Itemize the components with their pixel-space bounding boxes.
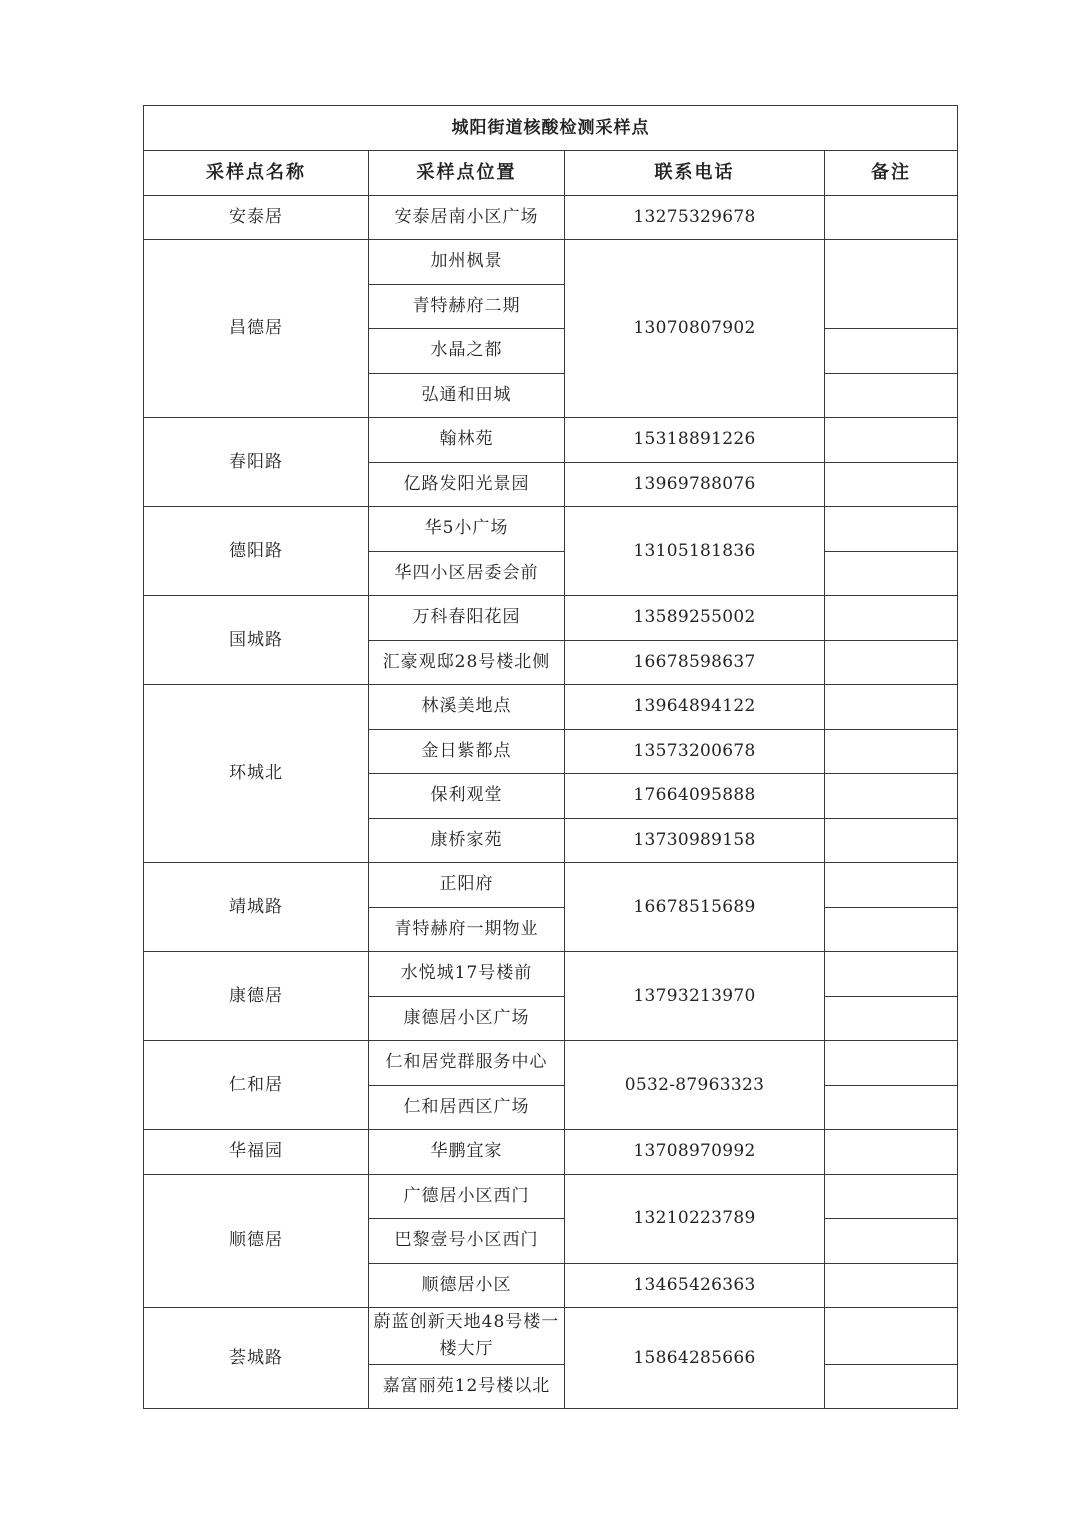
site-name-cell: 环城北 bbox=[144, 685, 369, 863]
phone-cell: 13730989158 bbox=[565, 818, 825, 863]
location-cell: 康德居小区广场 bbox=[369, 996, 565, 1041]
phone-cell: 15864285666 bbox=[565, 1308, 825, 1409]
location-cell: 翰林苑 bbox=[369, 418, 565, 463]
phone-cell: 13275329678 bbox=[565, 195, 825, 240]
site-name-cell: 荟城路 bbox=[144, 1308, 369, 1409]
header-name: 采样点名称 bbox=[144, 151, 369, 196]
sampling-points-table bbox=[143, 105, 958, 1409]
phone-cell: 17664095888 bbox=[565, 774, 825, 819]
remark-cell bbox=[825, 863, 958, 908]
phone-cell: 0532-87963323 bbox=[565, 1041, 825, 1130]
site-name-cell: 仁和居 bbox=[144, 1041, 369, 1130]
phone-cell: 16678515689 bbox=[565, 863, 825, 952]
remark-cell bbox=[825, 996, 958, 1041]
site-name-cell: 康德居 bbox=[144, 952, 369, 1041]
table-title: 城阳街道核酸检测采样点 bbox=[144, 106, 958, 151]
remark-cell bbox=[825, 551, 958, 596]
table-row bbox=[144, 1308, 958, 1365]
phone-cell: 13589255002 bbox=[565, 596, 825, 641]
phone-cell: 13793213970 bbox=[565, 952, 825, 1041]
site-name-cell: 安泰居 bbox=[144, 195, 369, 240]
remark-cell bbox=[825, 729, 958, 774]
location-cell: 蔚蓝创新天地48号楼一楼大厅 bbox=[369, 1308, 565, 1365]
location-cell: 万科春阳花园 bbox=[369, 596, 565, 641]
header-location: 采样点位置 bbox=[369, 151, 565, 196]
remark-cell bbox=[825, 952, 958, 997]
table-row bbox=[144, 1130, 958, 1175]
remark-cell bbox=[825, 1085, 958, 1130]
location-cell: 汇豪观邸28号楼北侧 bbox=[369, 640, 565, 685]
remark-cell bbox=[825, 818, 958, 863]
remark-cell bbox=[825, 1130, 958, 1175]
remark-cell bbox=[825, 1365, 958, 1409]
location-cell: 加州枫景 bbox=[369, 240, 565, 285]
location-cell: 保利观堂 bbox=[369, 774, 565, 819]
site-name-cell: 华福园 bbox=[144, 1130, 369, 1175]
location-cell: 仁和居党群服务中心 bbox=[369, 1041, 565, 1086]
location-cell: 林溪美地点 bbox=[369, 685, 565, 730]
location-cell: 广德居小区西门 bbox=[369, 1174, 565, 1219]
table-row bbox=[144, 1041, 958, 1086]
location-cell: 青特赫府二期 bbox=[369, 284, 565, 329]
phone-cell: 13573200678 bbox=[565, 729, 825, 774]
phone-cell: 13070807902 bbox=[565, 240, 825, 418]
table-row bbox=[144, 195, 958, 240]
location-cell: 华鹏宜家 bbox=[369, 1130, 565, 1175]
site-name-cell: 昌德居 bbox=[144, 240, 369, 418]
location-cell: 安泰居南小区广场 bbox=[369, 195, 565, 240]
location-cell: 正阳府 bbox=[369, 863, 565, 908]
location-cell: 华5小广场 bbox=[369, 507, 565, 552]
remark-cell bbox=[825, 1041, 958, 1086]
header-remark: 备注 bbox=[825, 151, 958, 196]
phone-cell: 13465426363 bbox=[565, 1263, 825, 1308]
location-cell: 水悦城17号楼前 bbox=[369, 952, 565, 997]
remark-cell bbox=[825, 240, 958, 329]
table-row bbox=[144, 418, 958, 463]
site-name-cell: 靖城路 bbox=[144, 863, 369, 952]
site-name-cell: 春阳路 bbox=[144, 418, 369, 507]
remark-cell bbox=[825, 373, 958, 418]
table-row bbox=[144, 863, 958, 908]
location-cell: 嘉富丽苑12号楼以北 bbox=[369, 1365, 565, 1409]
phone-cell: 16678598637 bbox=[565, 640, 825, 685]
title-row bbox=[144, 106, 958, 151]
site-name-cell: 德阳路 bbox=[144, 507, 369, 596]
phone-cell: 13708970992 bbox=[565, 1130, 825, 1175]
phone-cell: 13964894122 bbox=[565, 685, 825, 730]
remark-cell bbox=[825, 195, 958, 240]
location-cell: 金日紫都点 bbox=[369, 729, 565, 774]
header-phone: 联系电话 bbox=[565, 151, 825, 196]
table-row bbox=[144, 240, 958, 285]
remark-cell bbox=[825, 1174, 958, 1219]
remark-cell bbox=[825, 774, 958, 819]
table-row bbox=[144, 596, 958, 641]
remark-cell bbox=[825, 507, 958, 552]
remark-cell bbox=[825, 1308, 958, 1365]
site-name-cell: 顺德居 bbox=[144, 1174, 369, 1308]
site-name-cell: 国城路 bbox=[144, 596, 369, 685]
table-row bbox=[144, 1174, 958, 1219]
remark-cell bbox=[825, 596, 958, 641]
location-cell: 华四小区居委会前 bbox=[369, 551, 565, 596]
table-row bbox=[144, 685, 958, 730]
location-cell: 青特赫府一期物业 bbox=[369, 907, 565, 952]
remark-cell bbox=[825, 329, 958, 374]
table-row bbox=[144, 952, 958, 997]
remark-cell bbox=[825, 418, 958, 463]
remark-cell bbox=[825, 907, 958, 952]
phone-cell: 13105181836 bbox=[565, 507, 825, 596]
remark-cell bbox=[825, 1263, 958, 1308]
phone-cell: 13969788076 bbox=[565, 462, 825, 507]
phone-cell: 15318891226 bbox=[565, 418, 825, 463]
remark-cell bbox=[825, 685, 958, 730]
table-row bbox=[144, 507, 958, 552]
location-cell: 水晶之都 bbox=[369, 329, 565, 374]
header-row bbox=[144, 151, 958, 196]
location-cell: 顺德居小区 bbox=[369, 1263, 565, 1308]
location-cell: 弘通和田城 bbox=[369, 373, 565, 418]
remark-cell bbox=[825, 640, 958, 685]
location-cell: 巴黎壹号小区西门 bbox=[369, 1219, 565, 1264]
phone-cell: 13210223789 bbox=[565, 1174, 825, 1263]
remark-cell bbox=[825, 1219, 958, 1264]
location-cell: 仁和居西区广场 bbox=[369, 1085, 565, 1130]
location-cell: 康桥家苑 bbox=[369, 818, 565, 863]
location-cell: 亿路发阳光景园 bbox=[369, 462, 565, 507]
remark-cell bbox=[825, 462, 958, 507]
